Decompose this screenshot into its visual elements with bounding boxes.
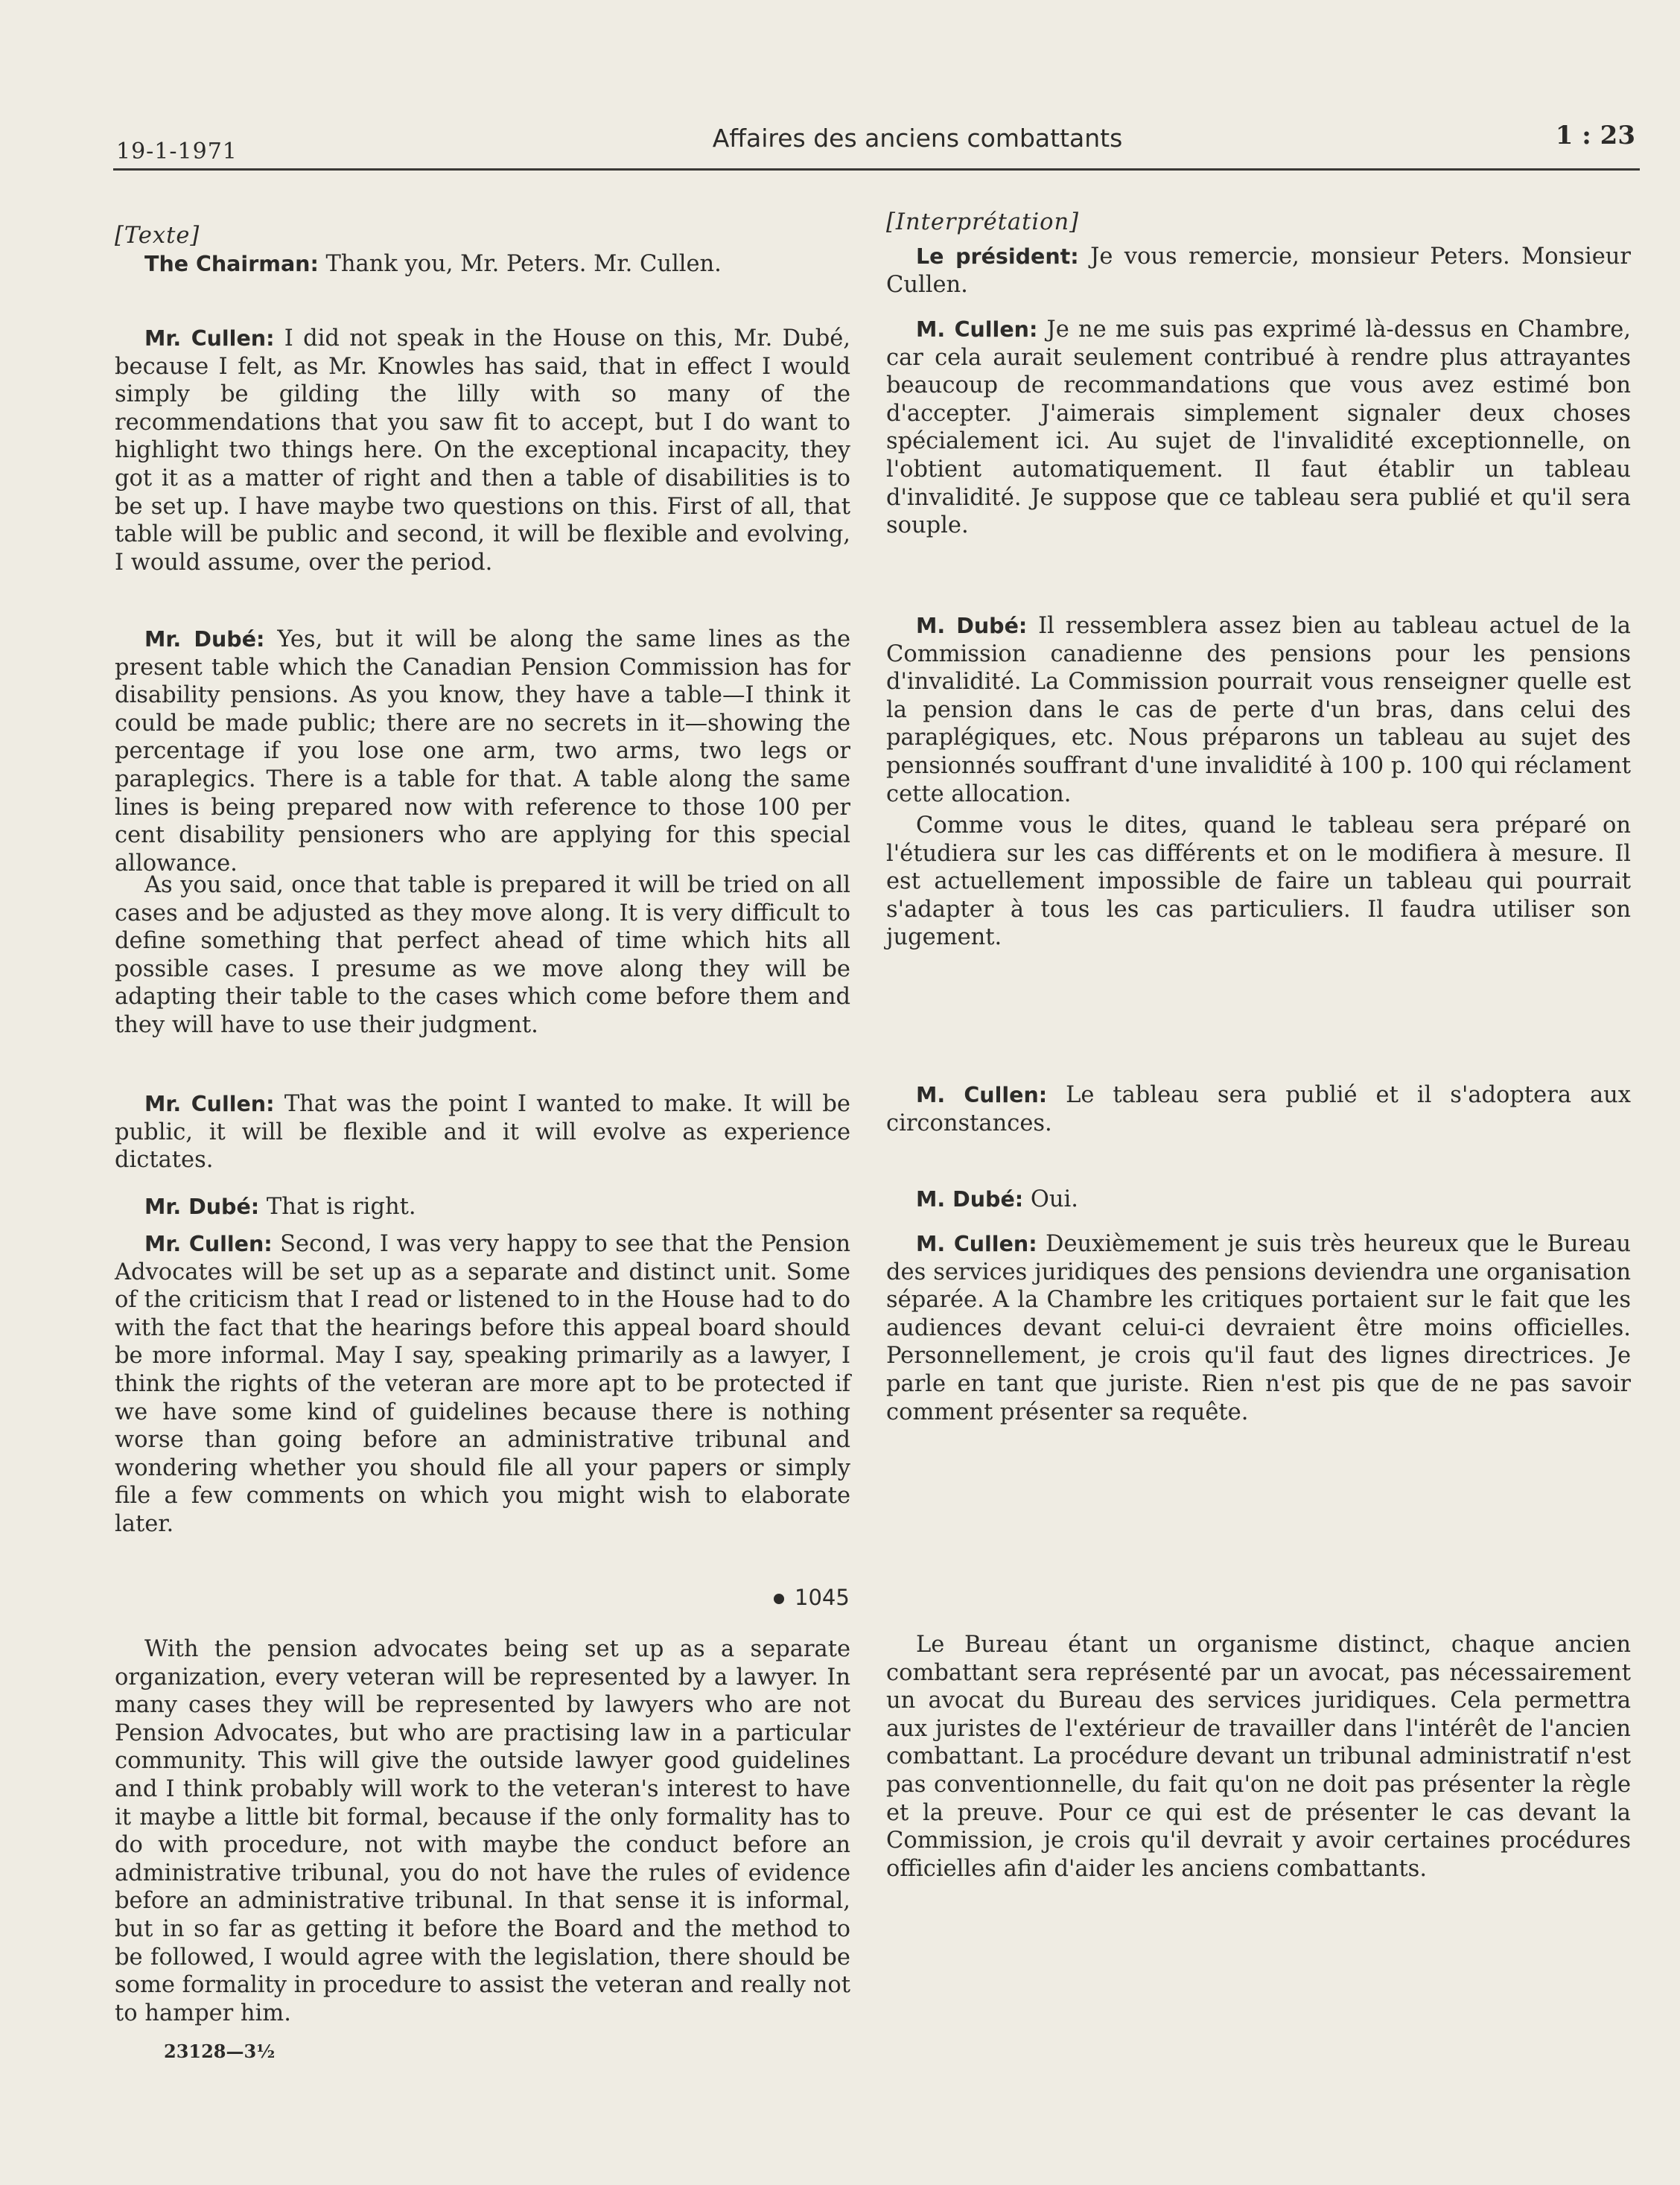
paragraph-dube-fr-1: [886, 612, 1631, 808]
paragraph-cullen-fr-2: [886, 1081, 1631, 1137]
paragraph-text: Le tableau sera publié et il s'adoptera aux circonstances.: [886, 1082, 1631, 1136]
paragraph-cullen-2: [115, 1090, 850, 1174]
paragraph-text: Il ressemblera assez bien au tableau actuel de la Commission canadienne des pensions pour les pensions d'invalidité. La Commission pourrait vous renseigner quelle est la pension dans le cas de perte d'un bras, dans celui des paraplégiques, etc. Nous préparons un tableau au sujet des pensionnés souffrant d'une invalidité à 100 p. 100 qui réclament cette allocation.: [886, 613, 1631, 807]
paragraph-dube-1: [115, 626, 850, 877]
paragraph-text: I did not speak in the House on this, Mr. Dubé, because I felt, as Mr. Knowles has said, that in effect I would simply be gilding the lilly with so many of the recommendations that you saw fit to accept, but I do want to highlight two things here. On the exceptional incapacity, they got it as a matter of right and then a table of disabilities is to be set up. I have maybe two questions on this. First of all, that table will be public and second, it will be flexible and evolving, I would assume, over the period.: [115, 325, 850, 576]
speaker-label: Mr. Dubé:: [144, 1195, 260, 1219]
speaker-label: The Chairman:: [144, 252, 319, 276]
paragraph-dube-fr-3: [886, 1186, 1631, 1214]
page-number: 1 : 23: [1555, 121, 1635, 150]
paragraph-president: [886, 243, 1631, 299]
running-header: [113, 119, 1640, 171]
paragraph-cullen-fr-1: [886, 316, 1631, 540]
section-tag-texte: [Texte]: [115, 223, 200, 249]
speaker-label: Mr. Cullen:: [144, 1232, 273, 1256]
paragraph-dube-3: [115, 1193, 850, 1221]
paragraph-cullen-1: [115, 325, 850, 576]
speaker-label: M. Dubé:: [916, 614, 1028, 638]
speaker-label: Mr. Dubé:: [144, 627, 265, 652]
speaker-label: M. Dubé:: [916, 1187, 1024, 1212]
timestamp-marker: [774, 1585, 856, 1610]
printer-code: 23128—3½: [164, 2041, 276, 2062]
paragraph-cullen-4: With the pension advocates being set up as a separate organization, every veteran will be represented by a lawyer. In many cases they will be represented by lawyers who are not Pension Advocates, but who are practising law in a particular community. This will give the outside lawyer good guidelines and I think probably will work to the veteran's interest to have it maybe a little bit formal, because if the only formality has to do with procedure, not with maybe the conduct before an administrative tribunal, you do not have the rules of evidence before an administrative tribunal. In that sense it is informal, but in so far as getting it before the Board and the method to be followed, I would agree with the legislation, there should be some formality in procedure to assist the veteran and really not to hamper him.: [115, 1636, 850, 2026]
paragraph-text: Thank you, Mr. Peters. Mr. Cullen.: [318, 251, 722, 277]
paragraph-cullen-3: [115, 1230, 850, 1539]
speaker-label: Mr. Cullen:: [144, 326, 275, 351]
paragraph-dube-fr-2: Comme vous le dites, quand le tableau sera préparé on l'étudiera sur les cas différents et on le modifiera à mesure. Il est actuellement impossible de faire un tableau qui pourrait s'adapter à tous les cas particuliers. Il faudra utiliser son jugement.: [886, 812, 1631, 951]
speaker-label: M. Cullen:: [916, 1232, 1037, 1256]
bullet-icon: [774, 1594, 784, 1604]
paragraph-text: Second, I was very happy to see that the Pension Advocates will be set up as a separate and distinct unit. Some of the criticism that I read or listened to in the House had to do with the fact that the hearings before this appeal board should be more informal. May I say, speaking primarily as a lawyer, I think the rights of the veteran are more apt to be protected if we have some kind of guidelines because there is nothing worse than going before an administrative tribunal and wondering whether you should file all your papers or simply file a few comments on which you might wish to elaborate later.: [115, 1231, 850, 1537]
paragraph-dube-2: As you said, once that table is prepared it will be tried on all cases and be adjusted as they move along. It is very difficult to define something that perfect ahead of time which hits all possible cases. I presume as we move along they will be adapting their table to the cases which come before them and they will have to use their judgment.: [115, 872, 850, 1038]
speaker-label: Le président:: [916, 244, 1079, 269]
header-date: 19-1-1971: [116, 139, 238, 165]
timestamp: 1045: [795, 1585, 850, 1610]
paragraph-text: Je vous remercie, monsieur Peters. Monsieur Cullen.: [886, 244, 1631, 298]
paragraph-text: Oui.: [1023, 1186, 1078, 1212]
paragraph-text: Yes, but it will be along the same lines as the present table which the Canadian Pension Commission has for disability pensions. As you know, they have a table—I think it could be made public; there are no secrets in it—showing the percentage if you lose one arm, two arms, two legs or paraplegics. There is a table for that. A table along the same lines is being prepared now with reference to those 100 per cent disability pensioners who are applying for this special allowance.: [115, 626, 850, 877]
speaker-label: M. Cullen:: [916, 1083, 1048, 1107]
section-tag-interpretation: [Interprétation]: [886, 209, 1079, 235]
speaker-label: Mr. Cullen:: [144, 1092, 275, 1116]
paragraph-chairman: [115, 250, 850, 279]
paragraph-bureau-fr: Le Bureau étant un organisme distinct, chaque ancien combattant sera représenté par un avocat, pas nécessairement un avocat du Bureau des services juridiques. Cela permettra aux juristes de l'extérieur de travailler dans l'intérêt de l'ancien combattant. La procédure devant un tribunal administratif n'est pas conventionnelle, du fait qu'on ne doit pas présenter la règle et la preuve. Pour ce qui est de présenter le cas devant la Commission, je crois qu'il devrait y avoir certaines procédures officielles afin d'aider les anciens combattants.: [886, 1632, 1631, 1882]
paragraph-text: Deuxièmement je suis très heureux que le Bureau des services juridiques des pensions deviendra une organisation séparée. A la Chambre les critiques portaient sur le fait que les audiences devant celui-ci devraient être moins officielles. Personnellement, je crois qu'il faut des lignes directrices. Je parle en tant que juriste. Rien n'est pis que de ne pas savoir comment présenter sa requête.: [886, 1231, 1631, 1425]
paragraph-text: Je ne me suis pas exprimé là-dessus en Chambre, car cela aurait seulement contribué à rendre plus attrayantes beaucoup de recommandations que vous avez estimé bon d'accepter. J'aimerais simplement signaler deux choses spécialement ici. Au sujet de l'invalidité exceptionnelle, on l'obtient automatiquement. Il faut établir un tableau d'invalidité. Je suppose que ce tableau sera publié et qu'il sera souple.: [886, 317, 1631, 539]
header-title: Affaires des anciens combattants: [712, 124, 1123, 153]
speaker-label: M. Cullen:: [916, 317, 1038, 342]
paragraph-text: That was the point I wanted to make. It will be public, it will be flexible and it will evolve as experience dictates.: [115, 1091, 850, 1174]
paragraph-cullen-fr-3: [886, 1230, 1631, 1426]
paragraph-text: That is right.: [259, 1194, 416, 1220]
